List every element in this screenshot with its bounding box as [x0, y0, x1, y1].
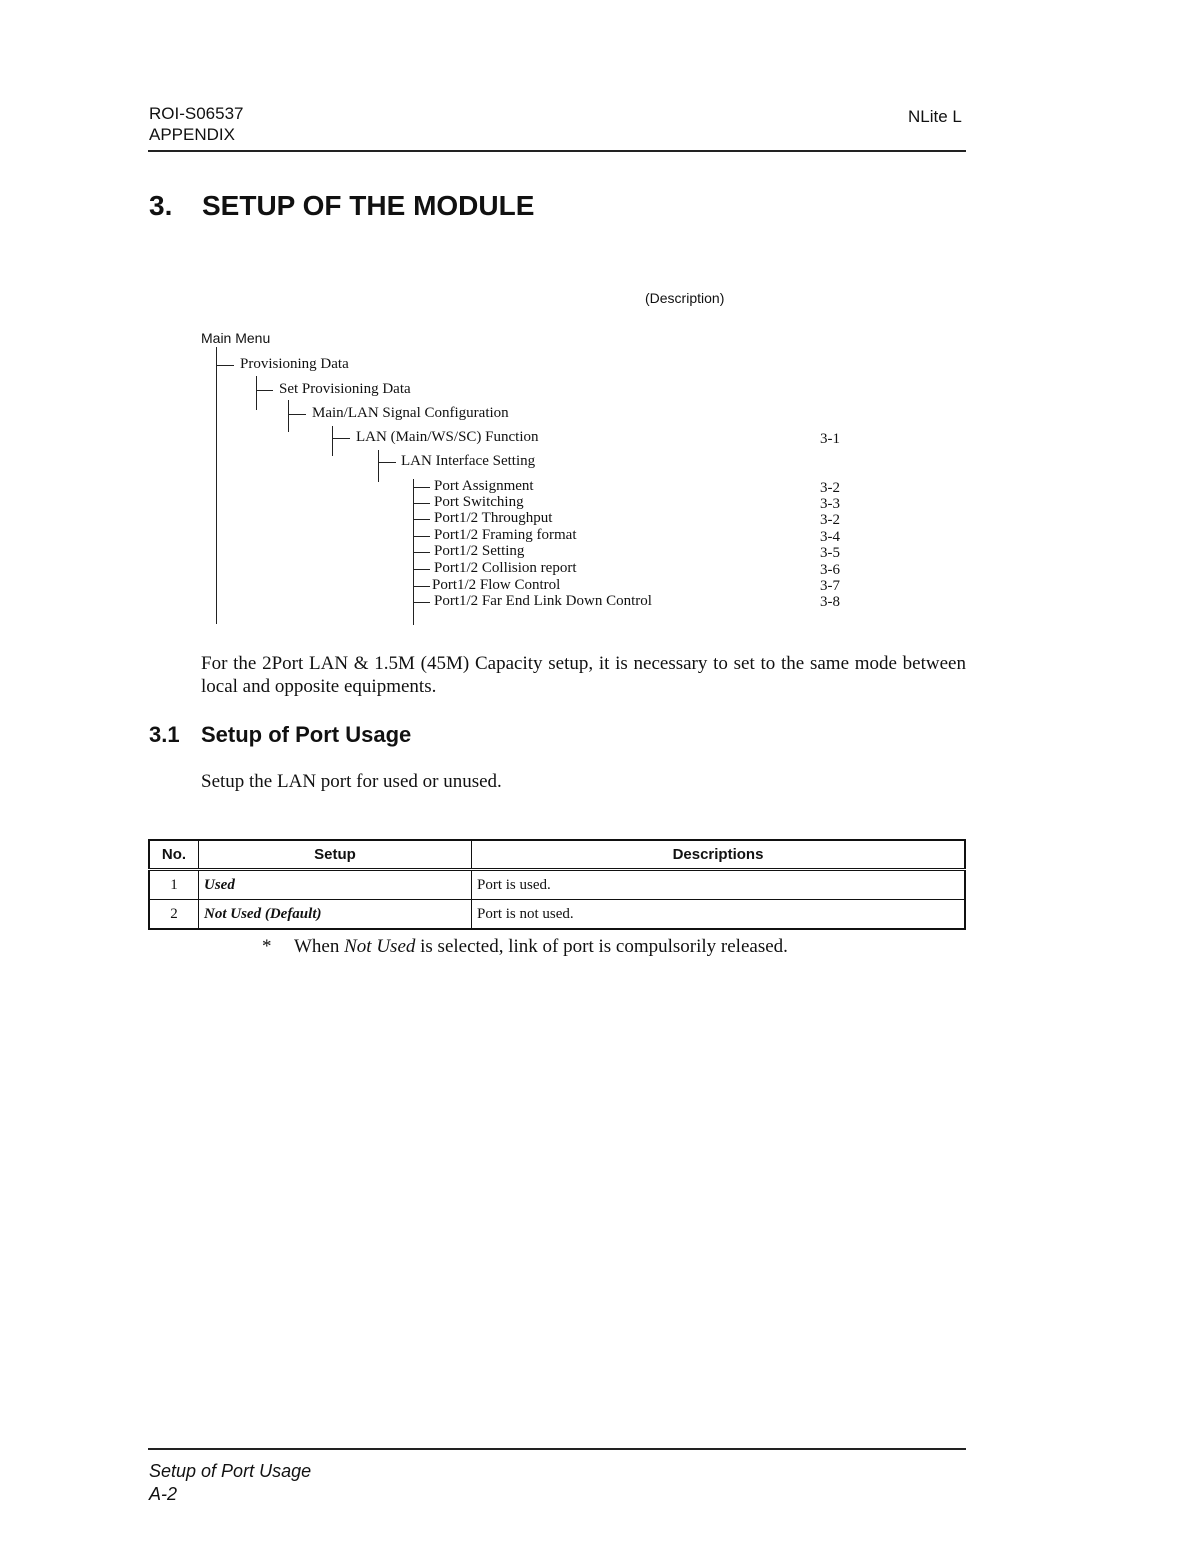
footnote-marker: *: [262, 936, 272, 957]
footnote-suffix: is selected, link of port is compulsorily released.: [415, 936, 788, 957]
ref-port-switching: 3-3: [820, 496, 840, 512]
subsection-number: 3.1: [149, 722, 180, 747]
tree-line: [378, 462, 396, 463]
table-row: [149, 870, 965, 900]
tree-line: [413, 536, 430, 537]
column-header-no: No.: [149, 840, 199, 870]
tree-item-port-setting: Port1/2 Setting: [434, 543, 525, 559]
tree-item-collision-report: Port1/2 Collision report: [434, 560, 577, 576]
title-number: 3.: [149, 190, 173, 221]
footnote: [262, 936, 788, 958]
header-rule: [148, 150, 966, 152]
page-title: [149, 190, 534, 222]
table-row: [149, 900, 965, 930]
tree-item-flow-control: Port1/2 Flow Control: [432, 577, 561, 593]
tree-item-throughput: Port1/2 Throughput: [434, 510, 553, 526]
tree-line: [332, 426, 333, 456]
menu-root: Main Menu: [201, 330, 271, 346]
intro-paragraph: For the 2Port LAN & 1.5M (45M) Capacity setup, it is necessary to set to the same mode between local and opposite equipments.: [201, 653, 966, 697]
document-section: APPENDIX: [149, 125, 235, 144]
tree-line: [216, 347, 217, 624]
tree-item-port-switching: Port Switching: [434, 494, 524, 510]
tree-line: [288, 414, 306, 415]
tree-line: [413, 586, 430, 587]
ref-far-end-link-down: 3-8: [820, 594, 840, 610]
cell-no: 1: [149, 870, 199, 900]
subsection-paragraph: Setup the LAN port for used or unused.: [201, 771, 502, 792]
title-text: SETUP OF THE MODULE: [202, 190, 535, 221]
tree-line: [413, 569, 430, 570]
port-usage-table: [148, 839, 966, 930]
footer-rule: [148, 1448, 966, 1450]
tree-line: [256, 376, 257, 410]
tree-line: [378, 450, 379, 482]
subsection-title-text: Setup of Port Usage: [201, 722, 412, 747]
ref-port-assignment: 3-2: [820, 480, 840, 496]
footnote-prefix: When: [294, 936, 345, 957]
cell-description: Port is not used.: [472, 900, 966, 930]
tree-item-framing-format: Port1/2 Framing format: [434, 527, 577, 543]
tree-item-port-assignment: Port Assignment: [434, 478, 534, 494]
tree-line: [256, 390, 273, 391]
tree-line: [413, 503, 430, 504]
tree-line: [413, 602, 430, 603]
cell-setup: Used: [199, 870, 472, 900]
subsection-title: [149, 722, 411, 748]
tree-line: [216, 365, 234, 366]
description-header: (Description): [645, 290, 725, 306]
tree-line: [413, 487, 430, 488]
tree-line: [413, 519, 430, 520]
column-header-setup: Setup: [199, 840, 472, 870]
tree-line: [332, 438, 350, 439]
tree-item-signal-configuration: Main/LAN Signal Configuration: [312, 405, 509, 421]
ref-framing-format: 3-4: [820, 529, 840, 545]
ref-lan-function: 3-1: [820, 431, 840, 447]
ref-flow-control: 3-7: [820, 578, 840, 594]
ref-port-setting: 3-5: [820, 545, 840, 561]
tree-item-provisioning-data: Provisioning Data: [240, 356, 349, 372]
tree-item-set-provisioning-data: Set Provisioning Data: [279, 381, 411, 397]
footer-title: Setup of Port Usage: [149, 1461, 312, 1481]
tree-item-far-end-link-down: Port1/2 Far End Link Down Control: [434, 593, 652, 609]
tree-line: [413, 552, 430, 553]
tree-item-lan-function: LAN (Main/WS/SC) Function: [356, 429, 539, 445]
ref-collision-report: 3-6: [820, 562, 840, 578]
table-header-row: [149, 840, 965, 870]
cell-no: 2: [149, 900, 199, 930]
page-number: A-2: [149, 1484, 178, 1504]
footnote-emphasis: Not Used: [344, 936, 416, 957]
ref-throughput: 3-2: [820, 512, 840, 528]
tree-item-lan-interface-setting: LAN Interface Setting: [401, 453, 536, 469]
cell-setup: Not Used (Default): [199, 900, 472, 930]
column-header-descriptions: Descriptions: [472, 840, 966, 870]
cell-description: Port is used.: [472, 870, 966, 900]
tree-line: [288, 400, 289, 432]
product-name: NLite L: [908, 107, 962, 126]
document-id: ROI-S06537: [149, 104, 244, 123]
